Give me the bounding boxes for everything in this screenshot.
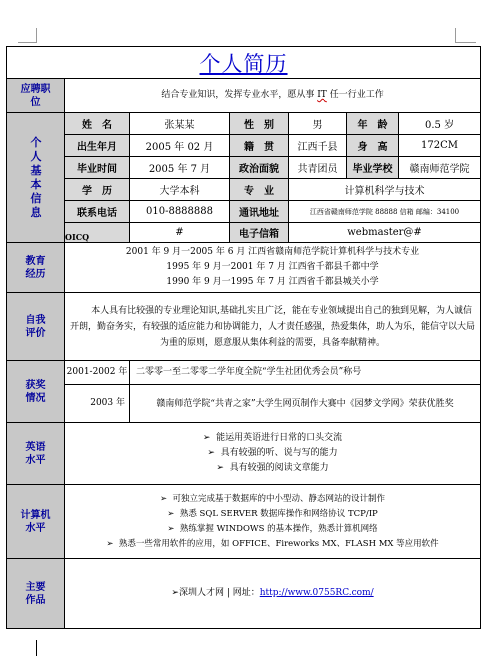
education-item: 1995 年 9 月一2001 年 7 月 江西省千都县千都中学 xyxy=(166,262,379,272)
gender-value: 男 xyxy=(289,113,347,135)
grad-time-value: 2005 年 7 月 xyxy=(130,157,230,179)
page-title: 个人简历 xyxy=(199,51,288,76)
basic-row-3 xyxy=(7,157,481,179)
name-value: 张某某 xyxy=(130,113,230,135)
english-row xyxy=(7,423,481,485)
objective-text xyxy=(65,79,481,113)
email-value: webmaster@# xyxy=(289,223,481,243)
title-row xyxy=(7,47,481,79)
list-item xyxy=(65,446,480,461)
bullet-icon: ➢ xyxy=(207,448,215,458)
bullet-icon: ➢ xyxy=(160,493,168,504)
education-list xyxy=(65,243,481,293)
basic-row-6 xyxy=(7,223,481,243)
award-row-1 xyxy=(7,361,481,385)
objective-text-2: 任一行业工作 xyxy=(329,90,384,100)
address-value: 江西省赣南师范学院 88888 信箱 邮编：34100 xyxy=(289,201,481,223)
political-label: 政治面貌 xyxy=(230,157,289,179)
bullet-icon: ➢ xyxy=(202,433,211,443)
objective-label: 应聘职位 xyxy=(7,79,65,113)
computer-item: 熟练掌握 WINDOWS 的基本操作，熟悉计算机网络 xyxy=(179,523,378,534)
phone-label: 联系电话 xyxy=(65,201,130,223)
computer-label: 计算机水平 xyxy=(7,485,65,559)
english-item: 具有较强的听、说与写的能力 xyxy=(220,448,338,458)
award-year: 2001-2002 年 xyxy=(65,361,130,385)
english-label: 英语水平 xyxy=(7,423,65,485)
address-label: 通讯地址 xyxy=(230,201,289,223)
objective-text-1: 结合专业知识，发挥专业水平，愿从事 xyxy=(161,90,315,100)
self-eval-label: 自我评价 xyxy=(7,293,65,361)
birth-label: 出生年月 xyxy=(65,135,130,157)
major-label: 专 业 xyxy=(230,179,289,201)
computer-item: 可独立完成基于数据库的中小型动、静态网站的设计制作 xyxy=(172,493,386,504)
list-item xyxy=(65,537,480,552)
education-item: 1990 年 9 月一1995 年 7 月 江西省千都县城关小学 xyxy=(166,277,379,287)
award-text: 赣南师范学院“共青之家”大学生网页制作大赛中《园梦文学网》荣获优胜奖 xyxy=(130,385,481,423)
list-item xyxy=(65,431,480,446)
list-item xyxy=(65,507,480,522)
computer-item: 熟悉一些常用软件的应用，如 OFFICE、Fireworks MX、FLASH MX 等应用软件 xyxy=(118,538,439,549)
education-row xyxy=(7,243,481,293)
political-value: 共青团员 xyxy=(289,157,347,179)
works-label: 主要作品 xyxy=(7,559,65,629)
basic-row-5 xyxy=(7,201,481,223)
award-text: 二零零一至二零零二学年度全院“学生社团优秀会员”称号 xyxy=(130,361,481,385)
degree-value: 大学本科 xyxy=(130,179,230,201)
basic-info-label-text: 个人基本信息 xyxy=(30,135,42,219)
awards-label: 获奖情况 xyxy=(7,361,65,423)
list-item xyxy=(65,461,480,476)
award-year: 2003 年 xyxy=(65,385,130,423)
crop-mark-top-left xyxy=(18,28,37,43)
works-content xyxy=(65,559,481,629)
english-list xyxy=(65,423,481,485)
computer-item: 熟悉 SQL SERVER 数据库操作和网络协议 TCP/IP xyxy=(179,508,378,519)
basic-info-label xyxy=(7,113,65,243)
school-label: 毕业学校 xyxy=(347,157,399,179)
age-label: 年 龄 xyxy=(347,113,399,135)
list-item xyxy=(65,522,480,537)
bullet-icon: ➢ xyxy=(171,588,179,598)
oicq-label: OICQ xyxy=(65,223,130,243)
list-item xyxy=(65,492,480,507)
degree-label: 学 历 xyxy=(65,179,130,201)
major-value: 计算机科学与技术 xyxy=(289,179,481,201)
self-eval-row xyxy=(7,293,481,361)
works-link[interactable]: http://www.0755RC.com/ xyxy=(259,588,374,598)
phone-value: 010-8888888 xyxy=(130,201,230,223)
height-value: 172CM xyxy=(399,135,481,157)
education-label: 教育经历 xyxy=(7,243,65,293)
text-cursor xyxy=(36,640,37,656)
oicq-value: # xyxy=(130,223,230,243)
height-label: 身 高 xyxy=(347,135,399,157)
works-prefix: 深圳人才网 | 网址： xyxy=(178,588,260,598)
works-row xyxy=(7,559,481,629)
name-label: 姓 名 xyxy=(65,113,130,135)
native-label: 籍 贯 xyxy=(230,135,289,157)
education-item: 2001 年 9 月一2005 年 6 月 江西省赣南师范学院计算机科学与技术专业 xyxy=(125,247,420,257)
basic-row-1 xyxy=(7,113,481,135)
resume-table xyxy=(6,46,481,629)
basic-row-2 xyxy=(7,135,481,157)
age-value: 0.5 岁 xyxy=(399,113,481,135)
basic-row-4 xyxy=(7,179,481,201)
award-row-2 xyxy=(7,385,481,423)
objective-row xyxy=(7,79,481,113)
gender-label: 性 别 xyxy=(230,113,289,135)
page-title-cell xyxy=(7,47,481,79)
computer-row xyxy=(7,485,481,559)
school-value: 赣南师范学院 xyxy=(399,157,481,179)
objective-text-emph: IT xyxy=(317,90,327,100)
english-item: 具有较强的阅读文章能力 xyxy=(229,463,329,473)
bullet-icon: ➢ xyxy=(167,508,175,519)
self-eval-text: 本人具有比较强的专业理论知识,基础扎实且广泛，能在专业领域提出自己的独到见解，为人诚信开朗，勤奋务实，有较强的适应能力和协调能力，人才责任感强，热爱集体，助人为乐，能信守以大局为重的原则，愿意服从集体利益的需要，具备奉献精神。 xyxy=(65,293,481,361)
bullet-icon: ➢ xyxy=(216,463,224,473)
bullet-icon: ➢ xyxy=(106,538,114,549)
crop-mark-top-right xyxy=(455,28,476,43)
english-item: 能运用英语进行日常的口头交流 xyxy=(216,433,343,443)
birth-value: 2005 年 02 月 xyxy=(130,135,230,157)
computer-list xyxy=(65,485,481,559)
native-value: 江西千县 xyxy=(289,135,347,157)
bullet-icon: ➢ xyxy=(167,523,175,534)
grad-time-label: 毕业时间 xyxy=(65,157,130,179)
email-label: 电子信箱 xyxy=(230,223,289,243)
